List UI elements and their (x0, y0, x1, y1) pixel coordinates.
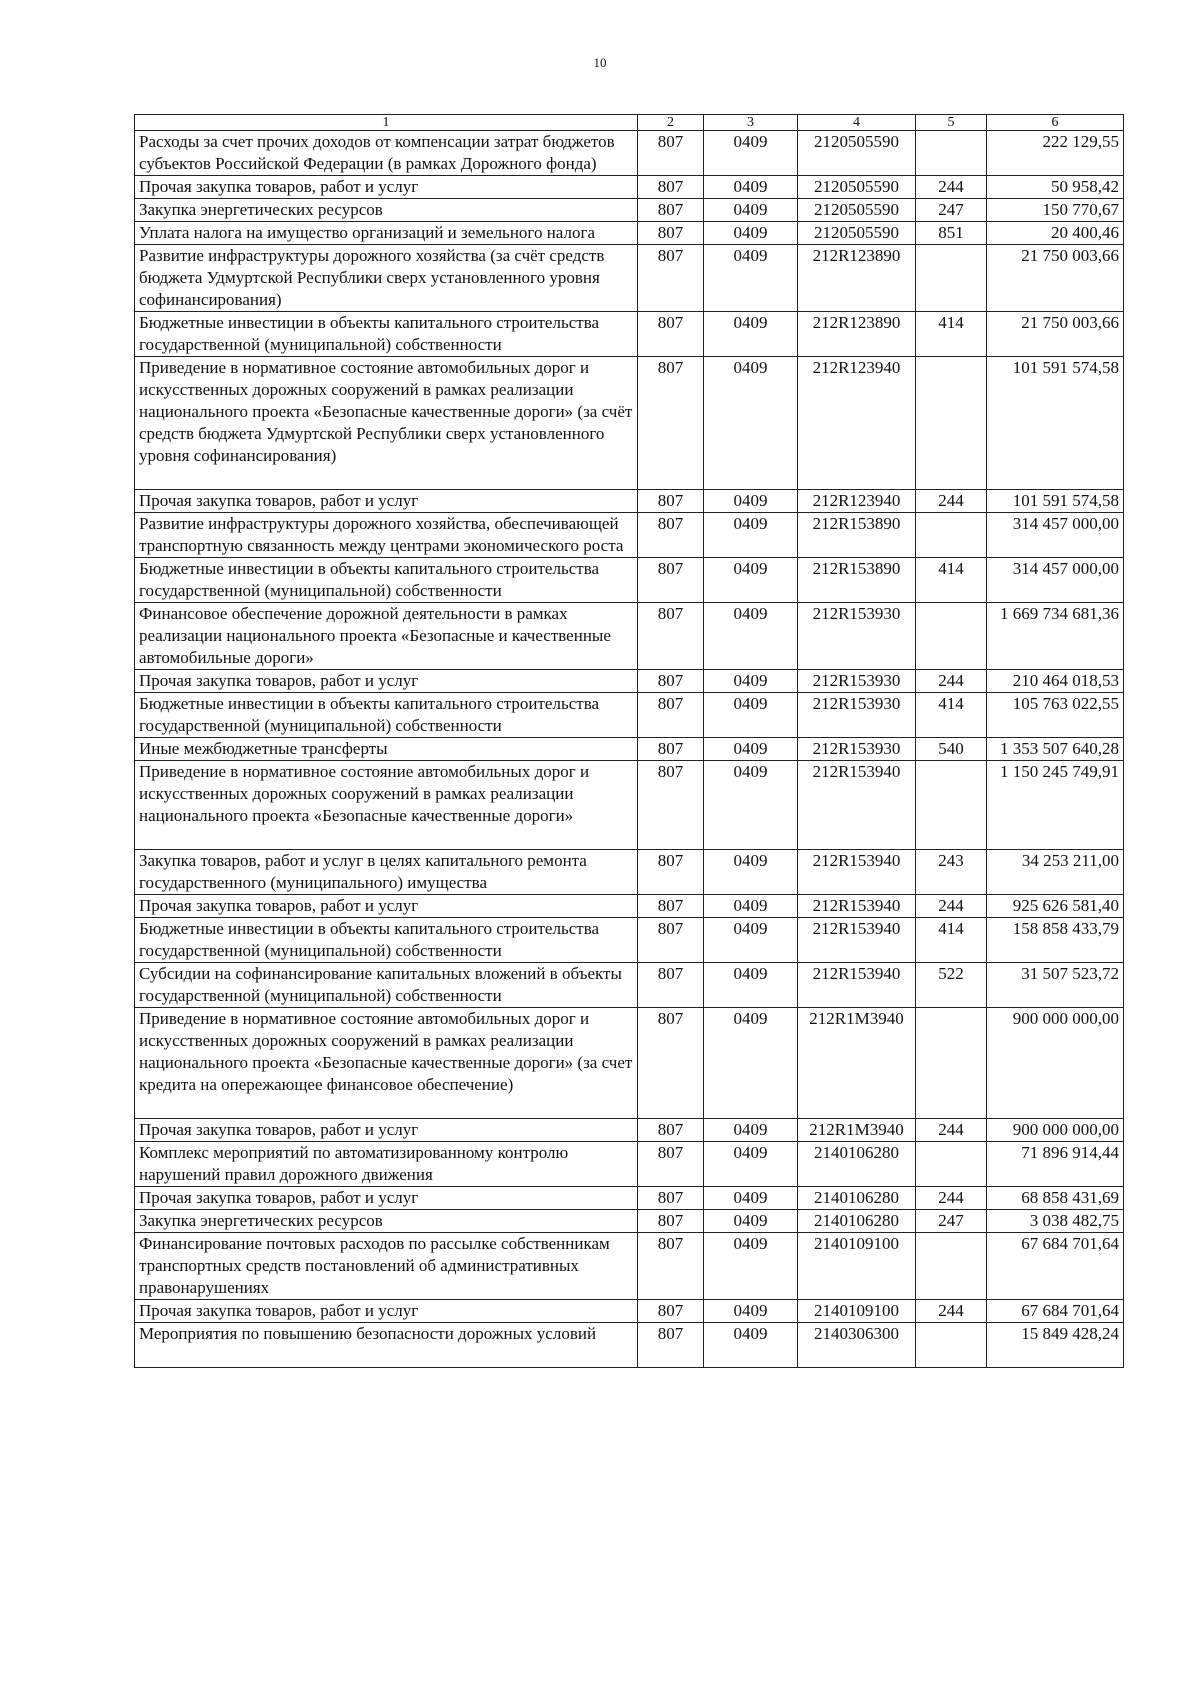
row-name-cell: Прочая закупка товаров, работ и услуг (135, 895, 638, 918)
table-row (135, 1142, 1124, 1187)
section-code-cell: 0409 (704, 312, 798, 357)
ministry-code-cell: 807 (638, 1008, 704, 1119)
amount-cell: 158 858 433,79 (987, 918, 1124, 963)
section-code-cell: 0409 (704, 761, 798, 850)
ministry-code-cell: 807 (638, 245, 704, 312)
ministry-code-cell: 807 (638, 1210, 704, 1233)
target-code-cell: 212R123940 (798, 490, 916, 513)
expense-type-cell: 244 (916, 176, 987, 199)
expense-type-cell: 414 (916, 918, 987, 963)
table-row (135, 1187, 1124, 1210)
section-code-cell: 0409 (704, 1187, 798, 1210)
row-name-cell: Закупка товаров, работ и услуг в целях капитального ремонта государственного (муниципального) имущества (135, 850, 638, 895)
target-code-cell: 212R153930 (798, 693, 916, 738)
target-code-cell: 212R153940 (798, 850, 916, 895)
expense-type-cell: 244 (916, 895, 987, 918)
expense-type-cell: 244 (916, 1187, 987, 1210)
amount-cell: 71 896 914,44 (987, 1142, 1124, 1187)
amount-cell: 105 763 022,55 (987, 693, 1124, 738)
table-row (135, 312, 1124, 357)
row-name-cell: Прочая закупка товаров, работ и услуг (135, 176, 638, 199)
section-code-cell: 0409 (704, 1142, 798, 1187)
target-code-cell: 212R1M3940 (798, 1008, 916, 1119)
amount-cell: 101 591 574,58 (987, 357, 1124, 490)
target-code-cell: 2120505590 (798, 199, 916, 222)
amount-cell: 150 770,67 (987, 199, 1124, 222)
row-name-cell: Бюджетные инвестиции в объекты капитального строительства государственной (муниципальной) собственности (135, 693, 638, 738)
ministry-code-cell: 807 (638, 1142, 704, 1187)
table-row (135, 850, 1124, 895)
expense-type-cell: 244 (916, 1119, 987, 1142)
expense-type-cell (916, 513, 987, 558)
ministry-code-cell: 807 (638, 176, 704, 199)
amount-cell: 15 849 428,24 (987, 1323, 1124, 1368)
ministry-code-cell: 807 (638, 1119, 704, 1142)
section-code-cell: 0409 (704, 963, 798, 1008)
table-row (135, 895, 1124, 918)
section-code-cell: 0409 (704, 895, 798, 918)
row-name-cell: Закупка энергетических ресурсов (135, 199, 638, 222)
row-name-cell: Субсидии на софинансирование капитальных вложений в объекты государственной (муниципальной) собственности (135, 963, 638, 1008)
table-row (135, 513, 1124, 558)
table-row (135, 670, 1124, 693)
amount-cell: 314 457 000,00 (987, 513, 1124, 558)
table-row (135, 222, 1124, 245)
amount-cell: 314 457 000,00 (987, 558, 1124, 603)
expense-type-cell: 244 (916, 1300, 987, 1323)
row-name-cell: Приведение в нормативное состояние автомобильных дорог и искусственных дорожных сооружений в рамках реализации национального проекта «Безопасные качественные дороги» (за счёт средств бюджета Удмуртской Республики сверх установленного уровня софинансирования) (135, 357, 638, 490)
ministry-code-cell: 807 (638, 357, 704, 490)
row-name-cell: Бюджетные инвестиции в объекты капитального строительства государственной (муниципальной) собственности (135, 918, 638, 963)
expense-type-cell: 414 (916, 312, 987, 357)
target-code-cell: 212R153890 (798, 513, 916, 558)
column-number-header: 3 (704, 115, 798, 131)
section-code-cell: 0409 (704, 693, 798, 738)
amount-cell: 68 858 431,69 (987, 1187, 1124, 1210)
column-number-header: 5 (916, 115, 987, 131)
amount-cell: 222 129,55 (987, 131, 1124, 176)
row-name-cell: Бюджетные инвестиции в объекты капитального строительства государственной (муниципальной) собственности (135, 312, 638, 357)
ministry-code-cell: 807 (638, 738, 704, 761)
ministry-code-cell: 807 (638, 670, 704, 693)
section-code-cell: 0409 (704, 513, 798, 558)
section-code-cell: 0409 (704, 1323, 798, 1368)
target-code-cell: 212R153930 (798, 738, 916, 761)
section-code-cell: 0409 (704, 738, 798, 761)
table-row (135, 558, 1124, 603)
section-code-cell: 0409 (704, 850, 798, 895)
table-row (135, 131, 1124, 176)
ministry-code-cell: 807 (638, 693, 704, 738)
row-name-cell: Приведение в нормативное состояние автомобильных дорог и искусственных дорожных сооружений в рамках реализации национального проекта «Безопасные качественные дороги» (135, 761, 638, 850)
target-code-cell: 212R123940 (798, 357, 916, 490)
ministry-code-cell: 807 (638, 850, 704, 895)
table-row (135, 245, 1124, 312)
table-row (135, 1323, 1124, 1368)
budget-table (134, 114, 1124, 1368)
row-name-cell: Уплата налога на имущество организаций и земельного налога (135, 222, 638, 245)
ministry-code-cell: 807 (638, 199, 704, 222)
table-row (135, 1008, 1124, 1119)
expense-type-cell: 243 (916, 850, 987, 895)
expense-type-cell: 851 (916, 222, 987, 245)
target-code-cell: 212R153940 (798, 895, 916, 918)
table-row (135, 1233, 1124, 1300)
expense-type-cell (916, 1008, 987, 1119)
section-code-cell: 0409 (704, 670, 798, 693)
expense-type-cell: 247 (916, 1210, 987, 1233)
row-name-cell: Бюджетные инвестиции в объекты капитального строительства государственной (муниципальной) собственности (135, 558, 638, 603)
target-code-cell: 2140106280 (798, 1187, 916, 1210)
table-row (135, 199, 1124, 222)
ministry-code-cell: 807 (638, 558, 704, 603)
row-name-cell: Развитие инфраструктуры дорожного хозяйства (за счёт средств бюджета Удмуртской Республики сверх установленного уровня софинансирования) (135, 245, 638, 312)
expense-type-cell: 244 (916, 490, 987, 513)
section-code-cell: 0409 (704, 918, 798, 963)
section-code-cell: 0409 (704, 1233, 798, 1300)
amount-cell: 101 591 574,58 (987, 490, 1124, 513)
section-code-cell: 0409 (704, 1008, 798, 1119)
section-code-cell: 0409 (704, 1300, 798, 1323)
target-code-cell: 212R153930 (798, 603, 916, 670)
row-name-cell: Приведение в нормативное состояние автомобильных дорог и искусственных дорожных сооружений в рамках реализации национального проекта «Безопасные качественные дороги» (за счет кредита на опережающее финансовое обеспечение) (135, 1008, 638, 1119)
target-code-cell: 2120505590 (798, 131, 916, 176)
expense-type-cell (916, 603, 987, 670)
section-code-cell: 0409 (704, 1119, 798, 1142)
amount-cell: 67 684 701,64 (987, 1233, 1124, 1300)
target-code-cell: 2120505590 (798, 222, 916, 245)
row-name-cell: Закупка энергетических ресурсов (135, 1210, 638, 1233)
ministry-code-cell: 807 (638, 131, 704, 176)
amount-cell: 900 000 000,00 (987, 1119, 1124, 1142)
table-row (135, 603, 1124, 670)
amount-cell: 20 400,46 (987, 222, 1124, 245)
amount-cell: 67 684 701,64 (987, 1300, 1124, 1323)
section-code-cell: 0409 (704, 199, 798, 222)
expense-type-cell: 522 (916, 963, 987, 1008)
section-code-cell: 0409 (704, 245, 798, 312)
target-code-cell: 2140109100 (798, 1233, 916, 1300)
ministry-code-cell: 807 (638, 761, 704, 850)
ministry-code-cell: 807 (638, 1300, 704, 1323)
column-number-header: 2 (638, 115, 704, 131)
ministry-code-cell: 807 (638, 513, 704, 558)
ministry-code-cell: 807 (638, 603, 704, 670)
amount-cell: 34 253 211,00 (987, 850, 1124, 895)
amount-cell: 21 750 003,66 (987, 245, 1124, 312)
section-code-cell: 0409 (704, 357, 798, 490)
ministry-code-cell: 807 (638, 918, 704, 963)
target-code-cell: 212R153940 (798, 918, 916, 963)
amount-cell: 1 669 734 681,36 (987, 603, 1124, 670)
amount-cell: 1 353 507 640,28 (987, 738, 1124, 761)
expense-type-cell (916, 1233, 987, 1300)
expense-type-cell: 414 (916, 558, 987, 603)
target-code-cell: 212R123890 (798, 245, 916, 312)
ministry-code-cell: 807 (638, 895, 704, 918)
column-number-header: 4 (798, 115, 916, 131)
expense-type-cell: 247 (916, 199, 987, 222)
amount-cell: 210 464 018,53 (987, 670, 1124, 693)
row-name-cell: Прочая закупка товаров, работ и услуг (135, 1119, 638, 1142)
ministry-code-cell: 807 (638, 1233, 704, 1300)
column-number-header: 1 (135, 115, 638, 131)
target-code-cell: 2120505590 (798, 176, 916, 199)
target-code-cell: 2140106280 (798, 1210, 916, 1233)
ministry-code-cell: 807 (638, 490, 704, 513)
row-name-cell: Расходы за счет прочих доходов от компенсации затрат бюджетов субъектов Российской Федерации (в рамках Дорожного фонда) (135, 131, 638, 176)
ministry-code-cell: 807 (638, 963, 704, 1008)
table-row (135, 1210, 1124, 1233)
section-code-cell: 0409 (704, 558, 798, 603)
expense-type-cell (916, 131, 987, 176)
row-name-cell: Иные межбюджетные трансферты (135, 738, 638, 761)
row-name-cell: Прочая закупка товаров, работ и услуг (135, 1187, 638, 1210)
row-name-cell: Финансовое обеспечение дорожной деятельности в рамках реализации национального проекта «Безопасные и качественные автомобильные дороги» (135, 603, 638, 670)
expense-type-cell (916, 357, 987, 490)
expense-type-cell: 244 (916, 670, 987, 693)
row-name-cell: Мероприятия по повышению безопасности дорожных условий (135, 1323, 638, 1368)
target-code-cell: 212R123890 (798, 312, 916, 357)
table-row (135, 693, 1124, 738)
column-number-row (135, 115, 1124, 131)
target-code-cell: 212R153940 (798, 963, 916, 1008)
ministry-code-cell: 807 (638, 222, 704, 245)
row-name-cell: Комплекс мероприятий по автоматизированному контролю нарушений правил дорожного движения (135, 1142, 638, 1187)
amount-cell: 1 150 245 749,91 (987, 761, 1124, 850)
row-name-cell: Прочая закупка товаров, работ и услуг (135, 670, 638, 693)
column-number-header: 6 (987, 115, 1124, 131)
table-row (135, 761, 1124, 850)
section-code-cell: 0409 (704, 603, 798, 670)
budget-rows (135, 131, 1124, 1368)
expense-type-cell (916, 245, 987, 312)
expense-type-cell (916, 1323, 987, 1368)
row-name-cell: Финансирование почтовых расходов по рассылке собственникам транспортных средств постановлений об административных правонарушениях (135, 1233, 638, 1300)
amount-cell: 50 958,42 (987, 176, 1124, 199)
table-row (135, 918, 1124, 963)
table-row (135, 1119, 1124, 1142)
row-name-cell: Прочая закупка товаров, работ и услуг (135, 490, 638, 513)
target-code-cell: 2140109100 (798, 1300, 916, 1323)
table-row (135, 1300, 1124, 1323)
section-code-cell: 0409 (704, 490, 798, 513)
expense-type-cell: 414 (916, 693, 987, 738)
table-row (135, 176, 1124, 199)
amount-cell: 900 000 000,00 (987, 1008, 1124, 1119)
target-code-cell: 212R1M3940 (798, 1119, 916, 1142)
target-code-cell: 212R153940 (798, 761, 916, 850)
amount-cell: 31 507 523,72 (987, 963, 1124, 1008)
amount-cell: 21 750 003,66 (987, 312, 1124, 357)
table-row (135, 357, 1124, 490)
target-code-cell: 212R153890 (798, 558, 916, 603)
page-number: 10 (593, 55, 607, 70)
amount-cell: 925 626 581,40 (987, 895, 1124, 918)
row-name-cell: Развитие инфраструктуры дорожного хозяйства, обеспечивающей транспортную связанность между центрами экономического роста (135, 513, 638, 558)
ministry-code-cell: 807 (638, 312, 704, 357)
ministry-code-cell: 807 (638, 1323, 704, 1368)
amount-cell: 3 038 482,75 (987, 1210, 1124, 1233)
section-code-cell: 0409 (704, 176, 798, 199)
expense-type-cell: 540 (916, 738, 987, 761)
table-row (135, 738, 1124, 761)
section-code-cell: 0409 (704, 222, 798, 245)
target-code-cell: 2140106280 (798, 1142, 916, 1187)
section-code-cell: 0409 (704, 1210, 798, 1233)
table-row (135, 490, 1124, 513)
ministry-code-cell: 807 (638, 1187, 704, 1210)
target-code-cell: 212R153930 (798, 670, 916, 693)
table-row (135, 963, 1124, 1008)
section-code-cell: 0409 (704, 131, 798, 176)
target-code-cell: 2140306300 (798, 1323, 916, 1368)
expense-type-cell (916, 1142, 987, 1187)
expense-type-cell (916, 761, 987, 850)
row-name-cell: Прочая закупка товаров, работ и услуг (135, 1300, 638, 1323)
